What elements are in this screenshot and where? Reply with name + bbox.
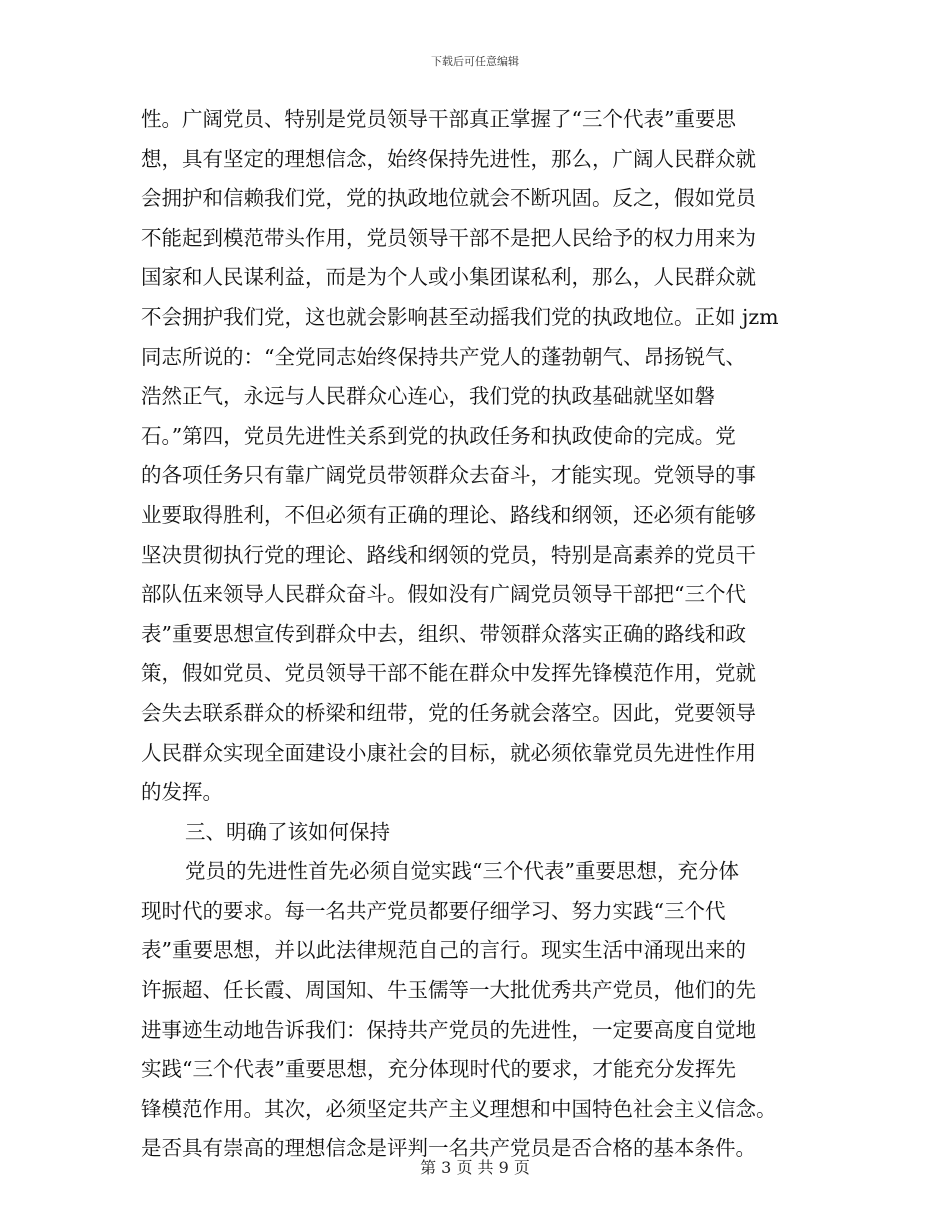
text-line: 人民群众实现全面建设小康社会的目标，就必须依靠党员先进性作用 (141, 740, 756, 765)
text-line: 想，具有坚定的理想信念，始终保持先进性，那么，广阔人民群众就 (141, 146, 756, 171)
text-line: 坚决贯彻执行党的理论、路线和纲领的党员，特别是高素养的党员干 (141, 542, 756, 567)
text-line: 的发挥。 (141, 780, 223, 805)
text-line: 不能起到模范带头作用，党员领导干部不是把人民给予的权力用来为 (141, 225, 756, 250)
text-line: 浩然正气，永远与人民群众心连心，我们党的执政基础就坚如磐 (141, 384, 715, 409)
text-line: 现时代的要求。每一名共产党员都要仔细学习、努力实践“三个代 (141, 898, 726, 923)
text-line: 会拥护和信赖我们党，党的执政地位就会不断巩固。反之，假如党员 (141, 186, 756, 211)
text-line: 国家和人民谋利益，而是为个人或小集团谋私利，那么，人民群众就 (141, 265, 756, 290)
text-line: 表”重要思想，并以此法律规范自己的言行。现实生活中涌现出来的 (141, 938, 746, 963)
text-line: 部队伍来领导人民群众奋斗。假如没有广阔党员领导干部把“三个代 (141, 582, 746, 607)
text-line: 是否具有崇高的理想信念是评判一名共产党员是否合格的基本条件。 (141, 1136, 756, 1161)
text-line: 表”重要思想宣传到群众中去，组织、带领群众落实正确的路线和政 (141, 621, 746, 646)
text-line: 策，假如党员、党员领导干部不能在群众中发挥先锋模范作用，党就 (141, 661, 756, 686)
text-line: 实践“三个代表”重要思想，充分体现时代的要求，才能充分发挥先 (141, 1057, 736, 1082)
page-footer: 第 3 页 共 9 页 (420, 1158, 530, 1177)
text-line: 三、明确了该如何保持 (185, 819, 390, 844)
text-line: 许振超、任长霞、周国知、牛玉儒等一大批优秀共产党员，他们的先 (141, 978, 756, 1003)
text-line: 石。”第四，党员先进性关系到党的执政任务和执政使命的完成。党 (141, 423, 736, 448)
text-line: 同志所说的：“全党同志始终保持共产党人的蓬勃朝气、昂扬锐气、 (141, 344, 746, 369)
text-line: 不会拥护我们党，这也就会影响甚至动摇我们党的执政地位。正如 jzm (141, 304, 779, 329)
text-line: 会失去联系群众的桥梁和纽带，党的任务就会落空。因此，党要领导 (141, 700, 756, 725)
text-line: 的各项任务只有靠广阔党员带领群众去奋斗，才能实现。党领导的事 (141, 463, 756, 488)
page-header: 下载后可任意编辑 (431, 55, 519, 68)
text-line: 性。广阔党员、特别是党员领导干部真正掌握了“三个代表”重要思 (141, 107, 736, 131)
text-line: 业要取得胜利，不但必须有正确的理论、路线和纲领，还必须有能够 (141, 502, 756, 527)
body-text (141, 100, 821, 1169)
text-line: 进事迹生动地告诉我们：保持共产党员的先进性，一定要高度自觉地 (141, 1017, 756, 1042)
text-line: 党员的先进性首先必须自觉实践“三个代表”重要思想，充分体 (185, 859, 739, 884)
text-line: 锋模范作用。其次，必须坚定共产主义理想和中国特色社会主义信念。 (141, 1096, 777, 1121)
